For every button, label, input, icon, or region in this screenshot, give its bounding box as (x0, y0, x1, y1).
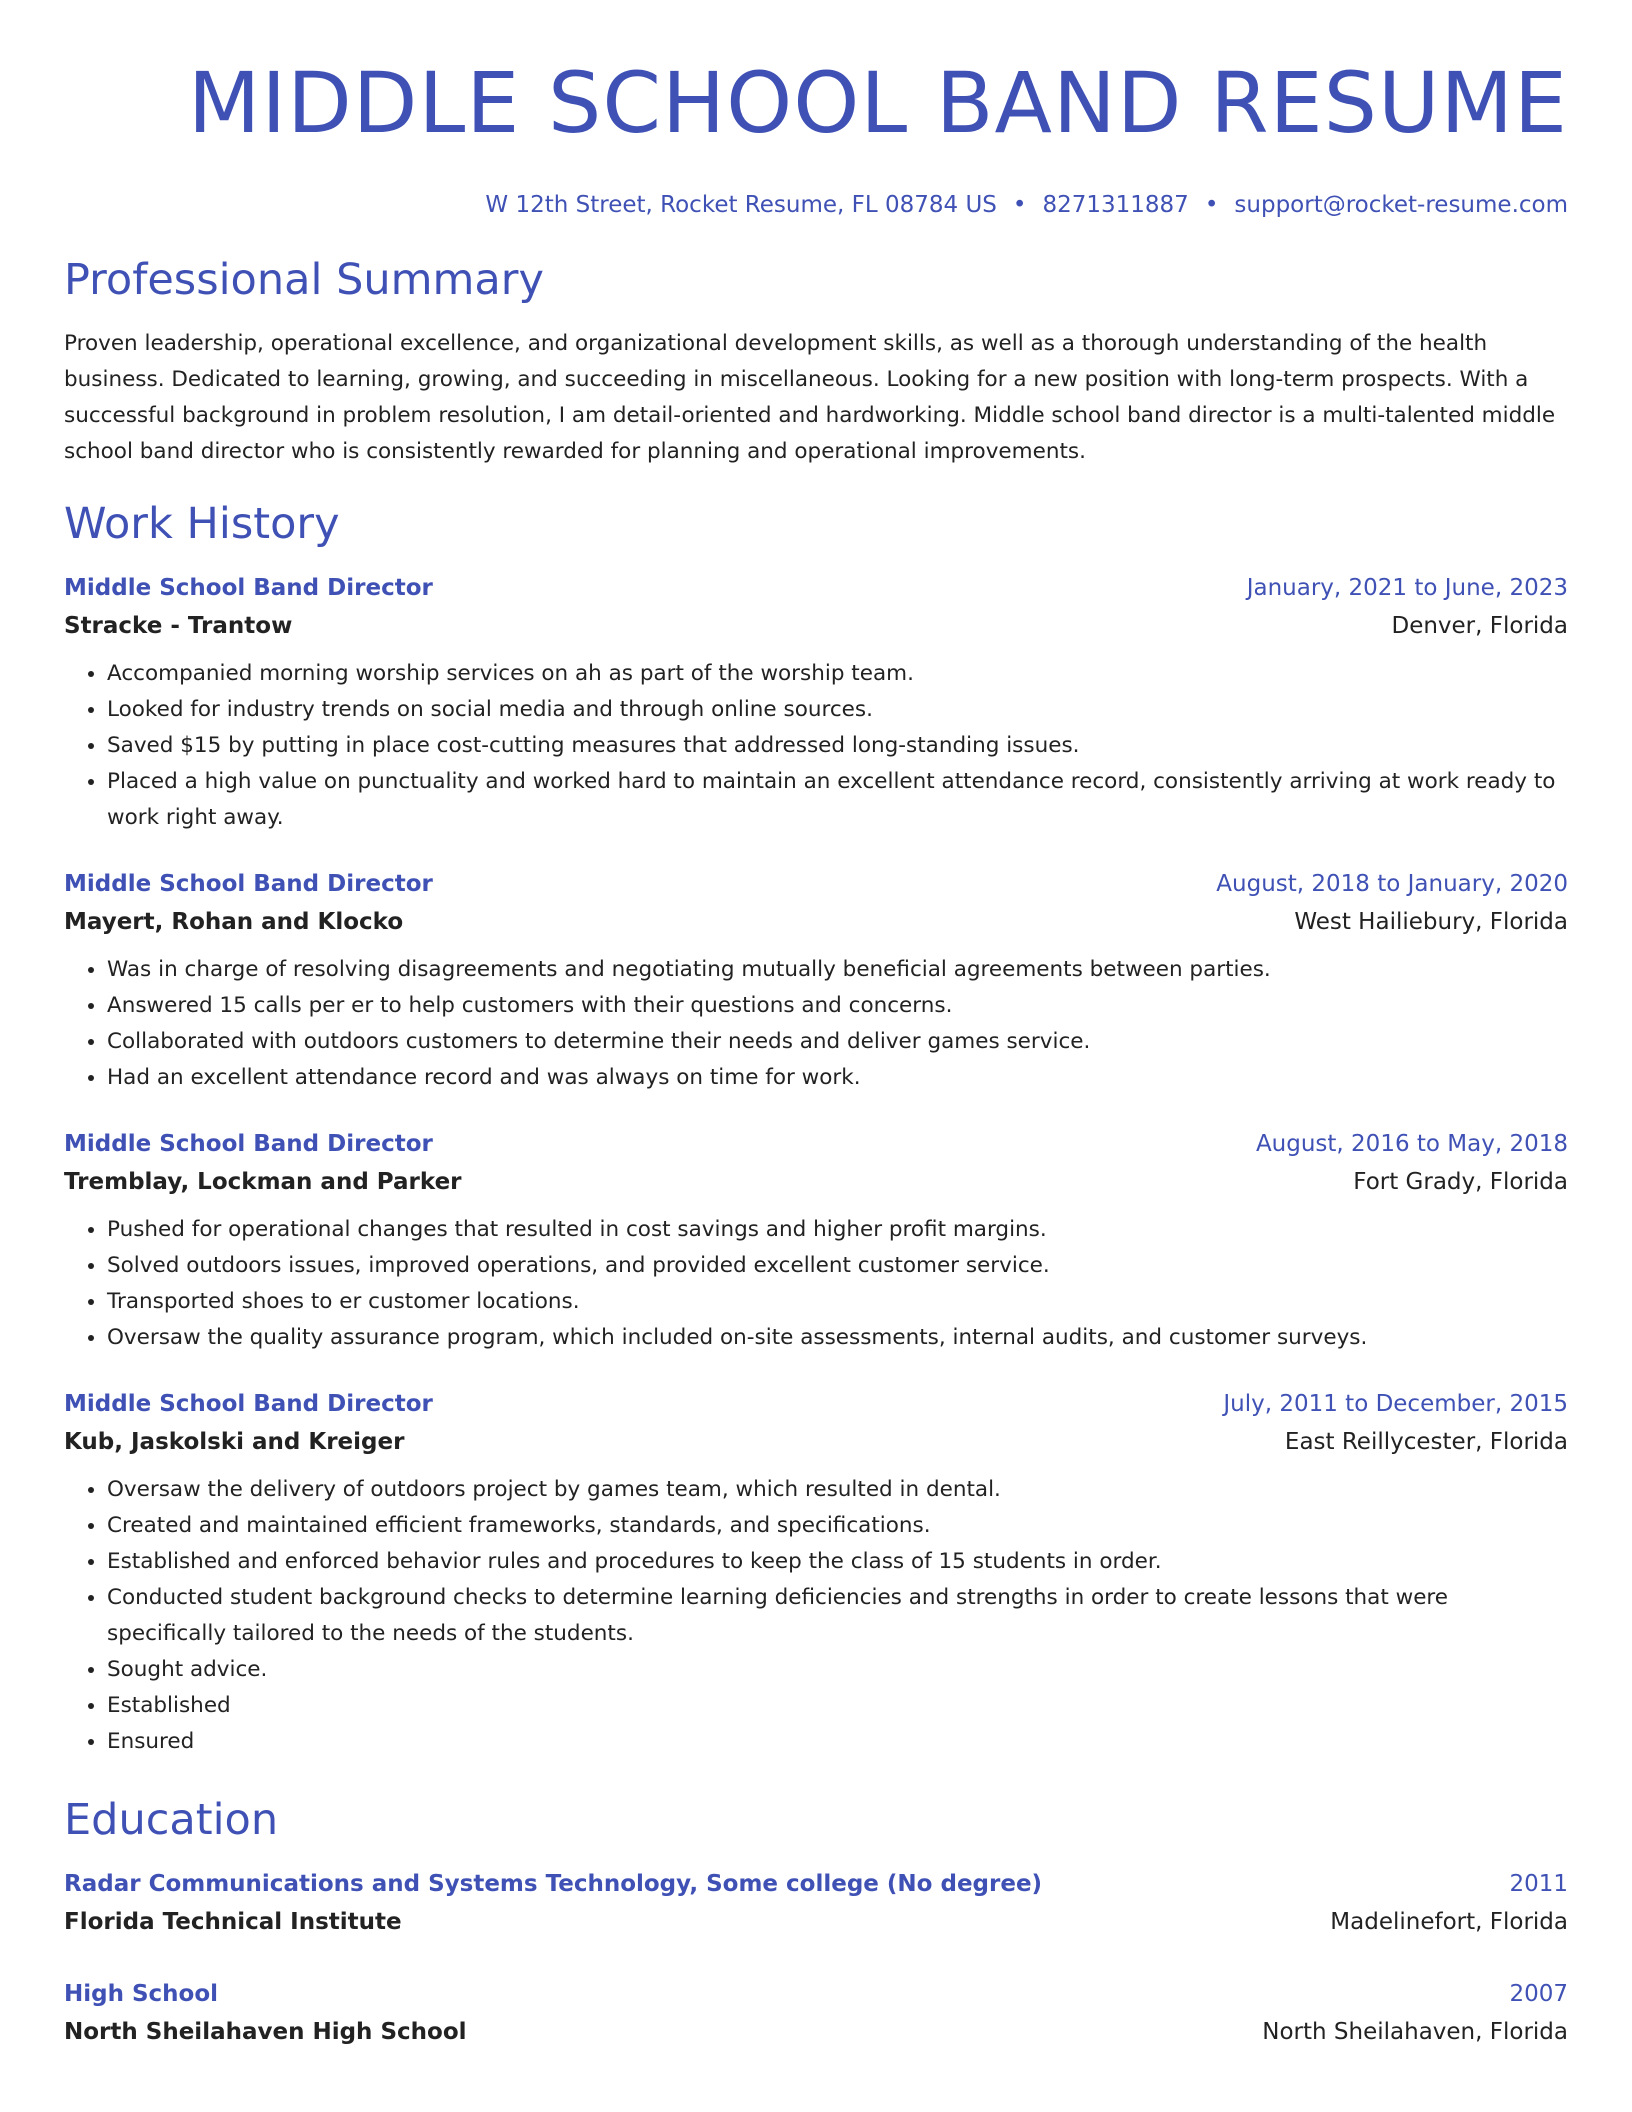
education-school: North Sheilahaven High School (64, 2019, 467, 2045)
job-company-row (64, 906, 1568, 938)
education-location: Madelinefort, Florida (1330, 1909, 1568, 1935)
job-dates: July, 2011 to December, 2015 (1223, 1391, 1568, 1417)
job-bullet: • Established and enforced behavior rules and procedures to keep the class of 15 students in order. (107, 1544, 1568, 1580)
job-title: Middle School Band Director (64, 871, 433, 897)
job-bullet: • Oversaw the quality assurance program, which included on-site assessments, internal audits, and customer surveys. (107, 1320, 1568, 1356)
job-bullet: • Accompanied morning worship services on ah as part of the worship team. (107, 656, 1568, 692)
job-title: Middle School Band Director (64, 1391, 433, 1417)
resume-title: MIDDLE SCHOOL BAND RESUME (187, 54, 1568, 152)
education-year: 2007 (1509, 1981, 1568, 2007)
job-company: Mayert, Rohan and Klocko (64, 909, 404, 935)
job-bullet: • Placed a high value on punctuality and worked hard to maintain an excellent attendance record, consistently arriving at work ready to work right away. (107, 764, 1568, 836)
job-title: Middle School Band Director (64, 1131, 433, 1157)
section-heading: Education (64, 1795, 279, 1845)
contact-separator: • (1204, 192, 1219, 218)
education-degree: Radar Communications and Systems Technology, Some college (No degree) (64, 1871, 1043, 1897)
job-dates: January, 2021 to June, 2023 (1246, 575, 1568, 601)
contact-line (64, 190, 1568, 220)
contact-separator: • (1012, 192, 1027, 218)
education-entry (64, 1868, 1568, 1938)
job-company: Kub, Jaskolski and Kreiger (64, 1429, 405, 1455)
job-bullet: • Oversaw the delivery of outdoors project by games team, which resulted in dental. (107, 1472, 1568, 1508)
education-header-row (64, 1868, 1568, 1900)
job-company: Tremblay, Lockman and Parker (64, 1169, 462, 1195)
work-history-section (64, 498, 1568, 1760)
contact-address: W 12th Street, Rocket Resume, FL 08784 US (485, 192, 997, 218)
job-location: Denver, Florida (1391, 613, 1568, 639)
job-location: East Reillycester, Florida (1284, 1429, 1568, 1455)
job-company-row (64, 610, 1568, 642)
job-bullets (64, 952, 1568, 1096)
job-bullets (64, 1472, 1568, 1760)
job-bullet: • Looked for industry trends on social media and through online sources. (107, 692, 1568, 728)
job-bullet: • Transported shoes to er customer locations. (107, 1284, 1568, 1320)
job-entry (64, 572, 1568, 836)
education-section (64, 1794, 1568, 2048)
job-bullet: • Saved $15 by putting in place cost-cutting measures that addressed long-standing issues. (107, 728, 1568, 764)
job-bullet: • Created and maintained efficient frameworks, standards, and specifications. (107, 1508, 1568, 1544)
job-bullet: • Conducted student background checks to determine learning deficiencies and strengths in order to create lessons that were specifically tailored to the needs of the students. (107, 1580, 1568, 1652)
contact-email: support@rocket-resume.com (1234, 192, 1568, 218)
job-company-row (64, 1166, 1568, 1198)
job-header-row (64, 1388, 1568, 1420)
job-bullet: • Collaborated with outdoors customers to determine their needs and deliver games service. (107, 1024, 1568, 1060)
job-bullet: • Established (107, 1688, 1568, 1724)
job-bullet: • Had an excellent attendance record and was always on time for work. (107, 1060, 1568, 1096)
job-entry (64, 1128, 1568, 1356)
job-bullet: • Solved outdoors issues, improved operations, and provided excellent customer service. (107, 1248, 1568, 1284)
contact-phone: 8271311887 (1042, 192, 1189, 218)
education-degree: High School (64, 1981, 219, 2007)
education-entry (64, 1978, 1568, 2048)
job-header-row (64, 1128, 1568, 1160)
job-bullet: • Pushed for operational changes that resulted in cost savings and higher profit margins. (107, 1212, 1568, 1248)
job-header-row (64, 868, 1568, 900)
professional-summary-section (64, 254, 1568, 470)
job-location: West Hailiebury, Florida (1294, 909, 1568, 935)
job-bullet: • Ensured (107, 1724, 1568, 1760)
job-header-row (64, 572, 1568, 604)
section-heading: Professional Summary (64, 255, 544, 305)
job-title: Middle School Band Director (64, 575, 433, 601)
education-school-row (64, 1906, 1568, 1938)
education-location: North Sheilahaven, Florida (1262, 2019, 1568, 2045)
job-bullet: • Sought advice. (107, 1652, 1568, 1688)
summary-text: Proven leadership, operational excellence, and organizational development skills, as well as a thorough understanding of the health business. Dedicated to learning, growing, and succeeding in miscellaneous. Looking for a new position with long-term prospects. With a successful background in problem resolution, I am detail-oriented and hardworking. Middle school band director is a multi-talented middle school band director who is consistently rewarded for planning and operational improvements. (64, 331, 1556, 464)
job-dates: August, 2018 to January, 2020 (1216, 871, 1568, 897)
job-entry (64, 1388, 1568, 1760)
job-bullets (64, 656, 1568, 836)
education-header-row (64, 1978, 1568, 2010)
job-bullets (64, 1212, 1568, 1356)
job-entry (64, 868, 1568, 1096)
education-year: 2011 (1509, 1871, 1568, 1897)
education-school-row (64, 2016, 1568, 2048)
section-heading: Work History (64, 499, 340, 549)
job-location: Fort Grady, Florida (1353, 1169, 1568, 1195)
job-company-row (64, 1426, 1568, 1458)
education-school: Florida Technical Institute (64, 1909, 402, 1935)
job-company: Stracke - Trantow (64, 613, 293, 639)
job-bullet: • Was in charge of resolving disagreements and negotiating mutually beneficial agreements between parties. (107, 952, 1568, 988)
job-dates: August, 2016 to May, 2018 (1255, 1131, 1568, 1157)
job-bullet: • Answered 15 calls per er to help customers with their questions and concerns. (107, 988, 1568, 1024)
